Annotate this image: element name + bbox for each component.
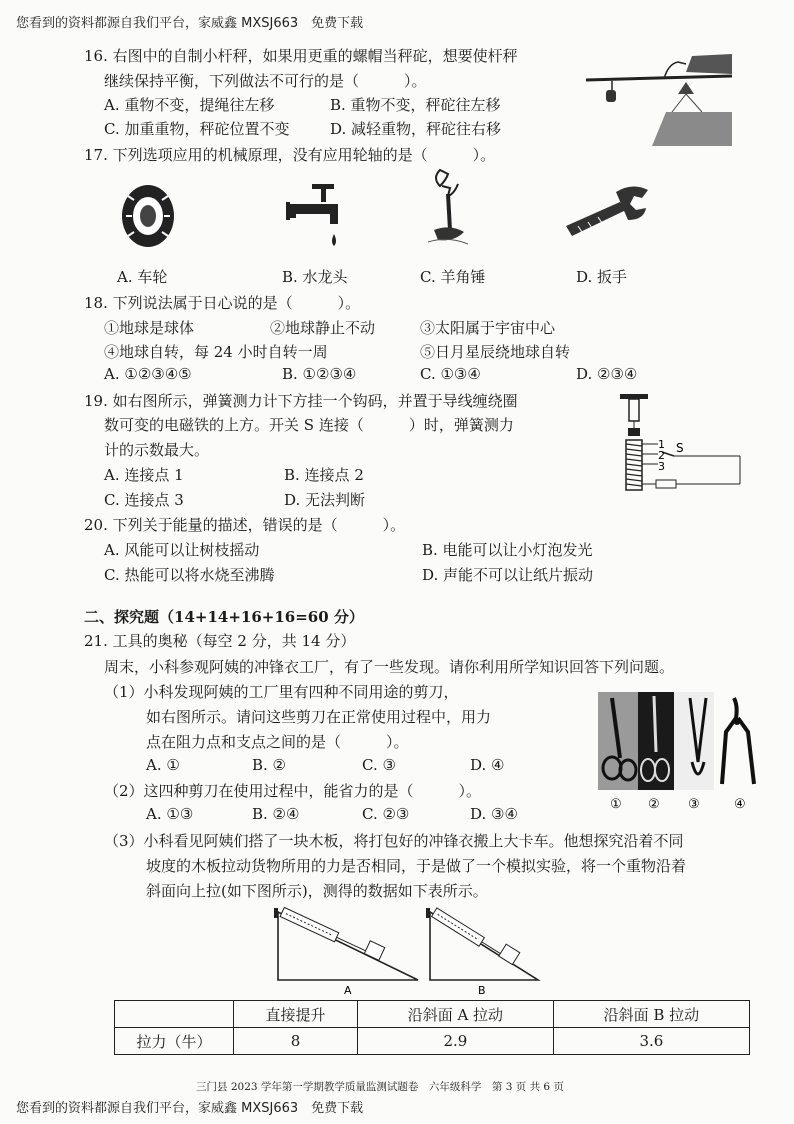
ramp-b-figure [422, 904, 562, 996]
q16-option-a: A. 重物不变，提绳往左移 [104, 96, 275, 114]
wheel-icon [120, 182, 180, 252]
q16-stem-line1: 16. 右图中的自制小杆秤，如果用更重的螺帽当秤砣，想要使杆秤 [84, 47, 518, 65]
q17-option-b: B. 水龙头 [282, 268, 348, 286]
q18-option-d: D. ②③④ [576, 365, 638, 383]
faucet-icon [282, 178, 346, 258]
q18-option-a: A. ①②③④⑤ [104, 365, 192, 383]
q18-stem: 18. 下列说法属于日心说的是（ ）。 [84, 294, 361, 312]
watermark-top: 您看到的资料都源自我们平台，家威鑫 MXSJ663 免费下载 [16, 16, 364, 31]
q21-part1-line1: （1）小科发现阿姨的工厂里有四种不同用途的剪刀， [104, 683, 459, 701]
q18-option-b: B. ①②③④ [282, 365, 357, 383]
q21-part1-line3: 点在阻力点和支点之间的是（ ）。 [146, 733, 409, 751]
q20-option-c: C. 热能可以将水烧至沸腾 [104, 566, 275, 584]
table-header-direct-lift: 直接提升 [234, 1001, 358, 1028]
q16-option-d: D. 减轻重物，秤砣往右移 [330, 120, 502, 138]
scissor-3-label: ③ [688, 797, 700, 812]
q16-stem-line2: 继续保持平衡，下列做法不可行的是（ ）。 [104, 72, 427, 90]
terminal-3-label: 3 [658, 460, 665, 473]
q18-statement-4: ④地球自转，每 24 小时自转一周 [104, 343, 328, 361]
table-header-blank [115, 1001, 234, 1028]
q21-part2-option-b: B. ②④ [252, 805, 300, 823]
q21-part2: （2）这四种剪刀在使用过程中，能省力的是（ ）。 [104, 782, 482, 800]
table-row-label: 拉力（牛） [115, 1028, 234, 1055]
q19-option-a: A. 连接点 1 [104, 466, 184, 484]
q21-title: 21. 工具的奥秘（每空 2 分，共 14 分） [84, 632, 356, 650]
q21-part2-option-c: C. ②③ [362, 805, 410, 823]
q21-part1-option-d: D. ④ [470, 756, 505, 774]
q21-part3-line2: 坡度的木板拉动货物所用的力是否相同，于是做了一个模拟实验，将一个重物沿着 [146, 857, 687, 875]
switch-s-label: S [676, 441, 684, 455]
q20-option-d: D. 声能不可以让纸片振动 [422, 566, 594, 584]
claw-hammer-icon [424, 166, 472, 256]
q18-statement-2: ②地球静止不动 [270, 319, 376, 337]
q17-option-d: D. 扳手 [576, 268, 628, 286]
q18-statement-3: ③太阳属于宇宙中心 [420, 319, 556, 337]
q17-stem: 17. 下列选项应用的机械原理，没有应用轮轴的是（ ）。 [84, 146, 496, 164]
q18-statement-1: ①地球是球体 [104, 319, 195, 337]
q16-option-b: B. 重物不变，秤砣往左移 [330, 96, 501, 114]
terminal-2-label: 2 [658, 449, 665, 462]
ramp-a-label: A [344, 984, 352, 996]
q18-statement-5: ⑤日月星辰绕地球自转 [420, 343, 571, 361]
q21-part2-option-a: A. ①③ [146, 805, 194, 823]
force-data-table [114, 1000, 750, 1055]
ramp-a-figure [270, 904, 430, 996]
q19-stem-line2: 数可变的电磁铁的上方。开关 S 连接（ ）时，弹簧测力 [104, 416, 514, 434]
q16-option-c: C. 加重重物，秤砣位置不变 [104, 120, 290, 138]
terminal-1-label: 1 [658, 438, 665, 451]
q19-option-b: B. 连接点 2 [284, 466, 364, 484]
scissor-4-label: ④ [734, 797, 746, 812]
page-footer: 三门县 2023 学年第一学期教学质量监测试题卷 六年级科学 第 3 页 共 6 页 [196, 1081, 564, 1093]
ramp-b-label: B [478, 984, 486, 996]
table-cell-direct-lift: 8 [234, 1028, 358, 1055]
scissor-1-label: ① [610, 797, 622, 812]
q18-option-c: C. ①③④ [420, 365, 481, 383]
q19-option-c: C. 连接点 3 [104, 491, 184, 509]
q21-part3-line3: 斜面向上拉(如下图所示)，测得的数据如下表所示。 [146, 882, 488, 900]
q21-part1-option-b: B. ② [252, 756, 287, 774]
scissor-2-label: ② [648, 797, 660, 812]
q19-stem-line1: 19. 如右图所示，弹簧测力计下方挂一个钩码，并置于导线缠绕圈 [84, 392, 518, 410]
q20-option-a: A. 风能可以让树枝摇动 [104, 541, 260, 559]
q17-option-c: C. 羊角锤 [420, 268, 486, 286]
q21-intro: 周末，小科参观阿姨的冲锋衣工厂，有了一些发现。请你利用所学知识回答下列问题。 [104, 658, 675, 676]
table-header-row [115, 1001, 750, 1028]
q21-part3-line1: （3）小科看见阿姨们搭了一块木板，将打包好的冲锋衣搬上大卡车。他想探究沿着不同 [104, 832, 684, 850]
q21-part2-option-d: D. ③④ [470, 805, 518, 823]
wrench-icon [556, 176, 660, 246]
q21-part1-option-a: A. ① [146, 756, 180, 774]
q17-option-a: A. 车轮 [117, 268, 168, 286]
q19-stem-line3: 计的示数最大。 [104, 441, 210, 459]
q21-part1-line2: 如右图所示。请问这些剪刀在正常使用过程中，用力 [146, 708, 492, 726]
electromagnet-figure [606, 392, 746, 496]
q21-part1-option-c: C. ③ [362, 756, 396, 774]
q19-option-d: D. 无法判断 [284, 491, 366, 509]
q20-stem: 20. 下列关于能量的描述，错误的是（ ）。 [84, 516, 406, 534]
steelyard-figure [582, 50, 742, 150]
table-header-ramp-a: 沿斜面 A 拉动 [357, 1001, 553, 1028]
table-header-ramp-b: 沿斜面 B 拉动 [553, 1001, 749, 1028]
watermark-bottom: 您看到的资料都源自我们平台，家威鑫 MXSJ663 免费下载 [16, 1101, 364, 1116]
table-row [115, 1028, 750, 1055]
table-cell-ramp-a: 2.9 [357, 1028, 553, 1055]
section-2-title: 二、探究题（14+14+16+16=60 分） [84, 608, 364, 626]
scissors-figure [598, 692, 760, 816]
table-cell-ramp-b: 3.6 [553, 1028, 749, 1055]
q20-option-b: B. 电能可以让小灯泡发光 [422, 541, 593, 559]
